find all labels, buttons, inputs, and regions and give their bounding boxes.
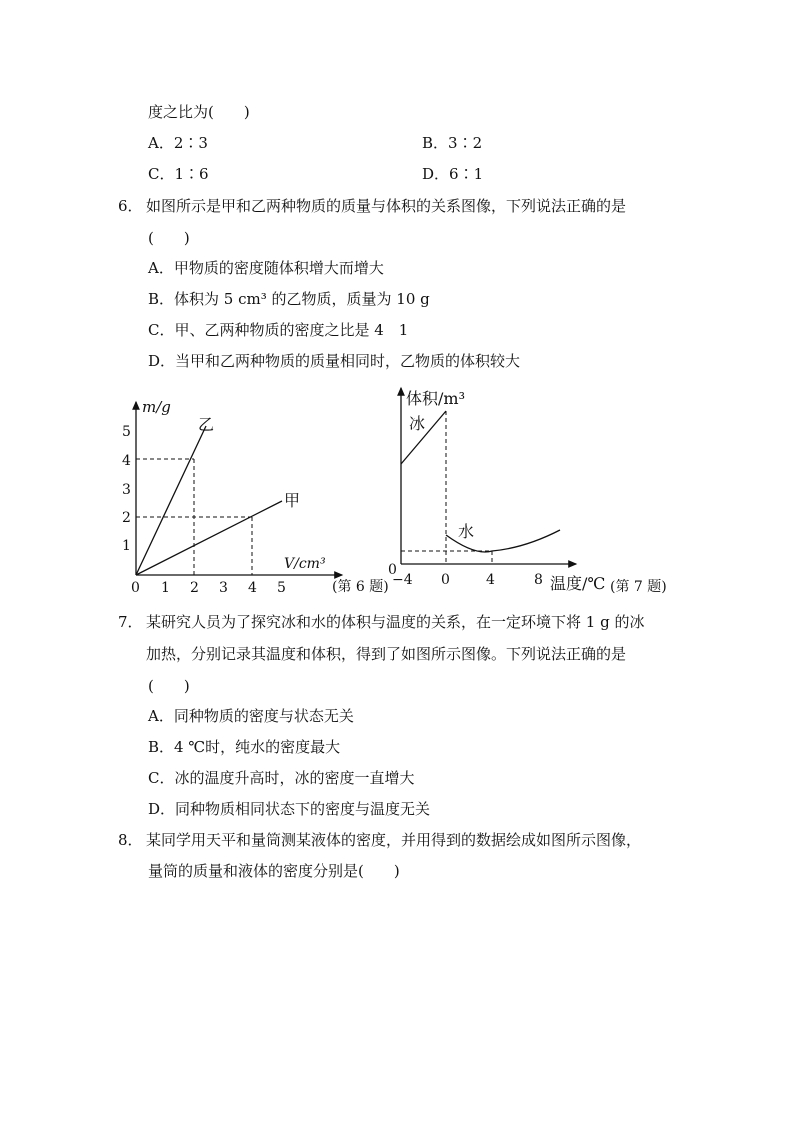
y-axis-label: 体积/m³ bbox=[406, 389, 465, 408]
label-ice: 冰 bbox=[409, 414, 426, 433]
q7-option-d: D．同种物质相同状态下的密度与温度无关 bbox=[148, 800, 431, 818]
x-tick-0: 0 bbox=[131, 580, 140, 596]
q5-option-a: A．2∶3 bbox=[148, 134, 208, 152]
x-tick-3: 3 bbox=[219, 580, 228, 596]
q8-stem-line1: 某同学用天平和量筒测某液体的密度，并用得到的数据绘成如图所示图像， bbox=[146, 831, 642, 849]
q7-option-b: B．4 ℃时，纯水的密度最大 bbox=[148, 738, 341, 756]
q5-option-b: B．3∶2 bbox=[422, 134, 483, 152]
figure-6-mass-volume-graph bbox=[110, 390, 400, 600]
q7-stem-line2: 加热，分别记录其温度和体积，得到了如图所示图像。下列说法正确的是 bbox=[146, 645, 627, 663]
q6-answer-paren: ( ) bbox=[148, 229, 190, 247]
q6-option-b: B．体积为 5 cm³ 的乙物质，质量为 10 g bbox=[148, 290, 430, 308]
q7-option-c: C．冰的温度升高时，冰的密度一直增大 bbox=[148, 769, 415, 787]
q7-answer-paren: ( ) bbox=[148, 677, 190, 695]
q6-option-a: A．甲物质的密度随体积增大而增大 bbox=[148, 259, 384, 277]
y-axis-label: m/g bbox=[142, 398, 171, 416]
x-tick-4: 4 bbox=[248, 580, 257, 596]
q7-number: 7． bbox=[118, 613, 143, 631]
y-tick-1: 1 bbox=[122, 538, 131, 554]
q7-option-a: A．同种物质的密度与状态无关 bbox=[148, 707, 354, 725]
q6-number: 6． bbox=[118, 197, 143, 215]
x-axis-label: 温度/℃ bbox=[550, 574, 606, 593]
y-tick-3: 3 bbox=[122, 482, 131, 498]
x-tick-5: 5 bbox=[277, 580, 286, 596]
y-tick-4: 4 bbox=[122, 453, 131, 469]
x-tick-1: 1 bbox=[161, 580, 170, 596]
q7-stem-line1: 某研究人员为了探究冰和水的体积与温度的关系，在一定环境下将 1 g 的冰 bbox=[146, 613, 645, 631]
x-tick-2: 2 bbox=[190, 580, 199, 596]
caption-fig7: (第 7 题) bbox=[610, 579, 667, 595]
origin-label: 0 bbox=[388, 562, 397, 578]
q8-number: 8． bbox=[118, 831, 143, 849]
q5-option-d: D．6∶1 bbox=[422, 165, 484, 183]
x-tick-8: 8 bbox=[534, 572, 543, 588]
y-tick-5: 5 bbox=[122, 424, 131, 440]
q5-stem-tail: 度之比为( ) bbox=[148, 103, 250, 121]
figure-7-volume-temperature-graph bbox=[380, 380, 680, 602]
q8-stem-line2: 量筒的质量和液体的密度分别是( ) bbox=[148, 862, 400, 880]
label-jia: 甲 bbox=[284, 491, 301, 510]
label-yi: 乙 bbox=[198, 415, 215, 434]
x-axis-label: V/cm³ bbox=[284, 556, 326, 572]
q6-option-c: C．甲、乙两种物质的密度之比是 4 1 bbox=[148, 321, 409, 339]
line-yi bbox=[136, 426, 206, 575]
line-jia bbox=[136, 501, 282, 575]
q6-option-d: D．当甲和乙两种物质的质量相同时，乙物质的体积较大 bbox=[148, 352, 521, 370]
caption-fig6: (第 6 题) bbox=[332, 579, 389, 595]
x-tick-4: 4 bbox=[486, 572, 495, 588]
y-tick-2: 2 bbox=[122, 510, 131, 526]
q5-option-c: C．1∶6 bbox=[148, 165, 209, 183]
q6-stem: 如图所示是甲和乙两种物质的质量与体积的关系图像，下列说法正确的是 bbox=[146, 197, 627, 215]
label-water: 水 bbox=[458, 522, 475, 541]
x-tick-neg4: −4 bbox=[392, 572, 413, 588]
x-tick-0: 0 bbox=[441, 572, 450, 588]
